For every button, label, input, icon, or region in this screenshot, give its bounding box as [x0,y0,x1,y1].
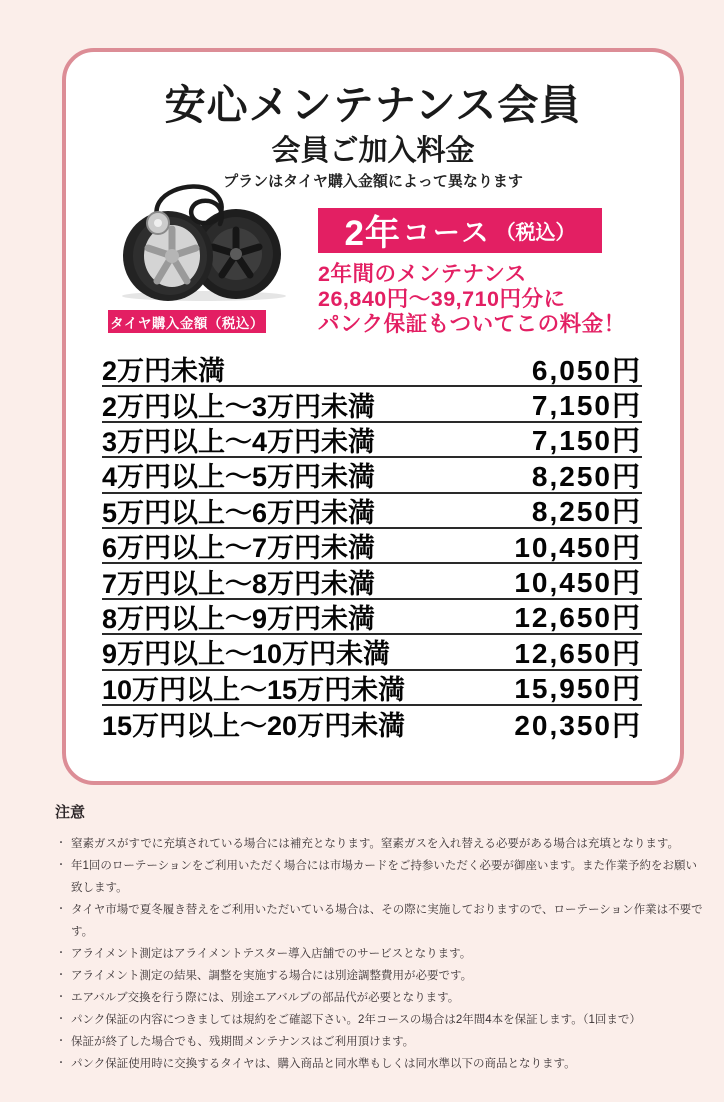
notes-list [55,833,705,1075]
course-highlight [318,262,648,337]
pricing-card [62,48,684,785]
price-range-label: 5万円以上〜6万円未満 [102,497,376,528]
table-row [102,352,642,387]
notes-heading: 注意 [55,804,86,821]
course-highlight-line: 26,840円〜39,710円分に [318,287,566,311]
tire-purchase-amount-badge: タイヤ購入金額（税込） [108,310,266,333]
table-row [102,635,642,670]
price-value: 12,650円 [514,637,642,669]
note-item: ・ エアバルブ交換を行う際には、別途エアバルブの部品代が必要となります。 [55,987,705,1009]
price-value: 10,450円 [514,567,642,599]
table-row [102,600,642,635]
price-range-label: 6万円以上〜7万円未満 [102,533,376,564]
note-item: ・ 窒素ガスがすでに充填されている場合には補充となります。窒素ガスを入れ替える必要がある場合は充填となります。 [55,833,705,855]
price-value: 15,950円 [514,673,642,705]
table-row [102,387,642,422]
course-highlight-line: パンク保証もついてこの料金！ [318,312,626,336]
price-range-label: 4万円以上〜5万円未満 [102,462,376,493]
note-item: ・ 保証が終了した場合でも、残期間メンテナンスはご利用頂けます。 [55,1031,705,1053]
note-item: ・ タイヤ市場で夏冬履き替えをご利用いただいている場合は、その際に実施しておりますので、ローテーション作業は不要です。 [55,899,705,943]
price-range-label: 8万円以上〜9万円未満 [102,603,376,634]
table-row [102,706,642,741]
note-item: ・ パンク保証の内容につきましては規約をご確認下さい。2年コースの場合は2年間4本を保証します。（1回まで） [55,1009,705,1031]
price-value: 12,650円 [514,602,642,634]
table-row [102,671,642,706]
plan-description: プランはタイヤ購入金額によって異なります [223,173,523,190]
price-range-label: 10万円以上〜15万円未満 [102,674,406,705]
note-item: ・ 年1回のローテーションをご利用いただく場合には市場カードをご持参いただく必要が御座います。また作業予約をお願い致します。 [55,855,705,899]
price-range-label: 15万円以上〜20万円未満 [102,711,406,742]
notes-section [55,801,705,1075]
note-item: ・ アライメント測定の結果、調整を実施する場合には別途調整費用が必要です。 [55,965,705,987]
price-range-label: 2万円以上〜3万円未満 [102,391,376,422]
price-value: 8,250円 [531,496,642,528]
course-label: コース [402,218,492,248]
price-value: 20,350円 [514,709,642,741]
tire-stethoscope-illustration [106,182,306,302]
table-row [102,423,642,458]
tire-stethoscope-icon [106,182,306,302]
course-highlight-line: 2年間のメンテナンス [318,262,527,286]
price-table [102,352,642,741]
price-value: 8,250円 [531,460,642,492]
note-item: ・ アライメント測定はアライメントテスター導入店舗でのサービスとなります。 [55,943,705,965]
page-subtitle: 会員ご加入料金 [271,135,475,167]
table-row [102,458,642,493]
table-row [102,529,642,564]
note-item: ・ パンク保証使用時に交換するタイヤは、購入商品と同水準もしくは同水準以下の商品となります。 [55,1053,705,1075]
price-value: 10,450円 [514,531,642,563]
price-value: 6,050円 [531,354,642,386]
price-range-label: 7万円以上〜8万円未満 [102,568,376,599]
page-title: 安心メンテナンス会員 [164,82,582,128]
price-range-label: 9万円以上〜10万円未満 [102,639,391,670]
course-tax-note: （税込） [495,222,576,244]
price-range-label: 3万円以上〜4万円未満 [102,426,376,457]
price-value: 7,150円 [531,390,642,422]
table-row [102,564,642,599]
price-value: 7,150円 [531,425,642,457]
table-row [102,494,642,529]
course-duration: 2年 [344,213,401,253]
price-range-label: 2万円未満 [102,356,226,387]
course-badge [318,208,602,253]
course-section [318,208,648,337]
